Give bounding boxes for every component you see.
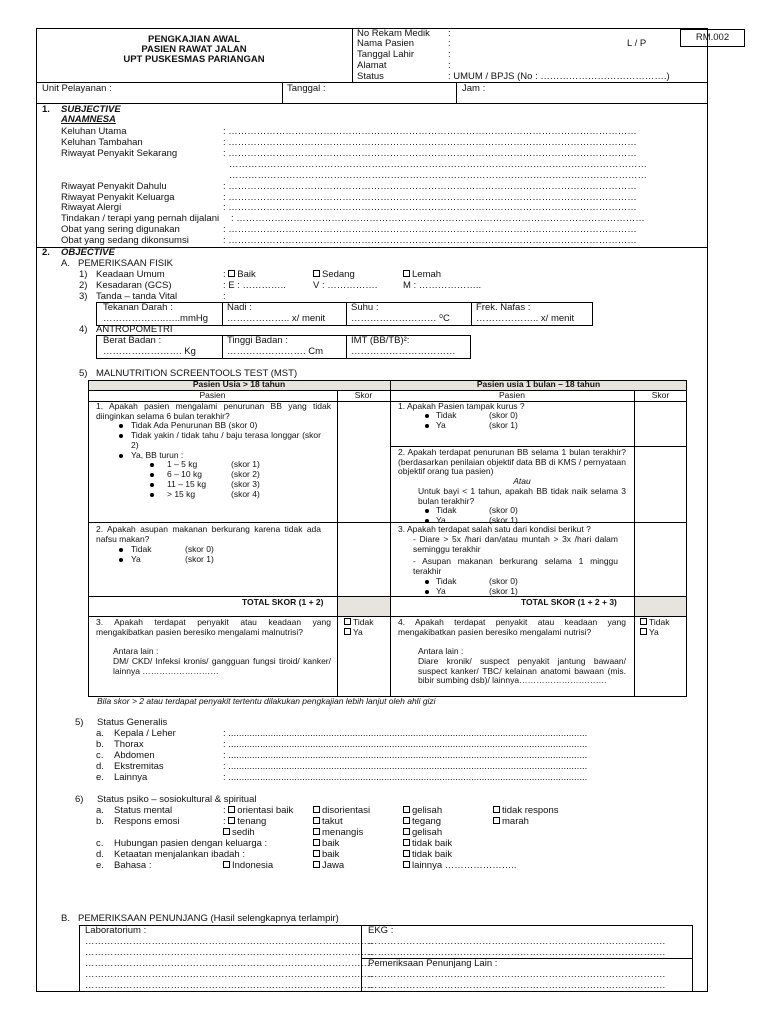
option-label: Tidak (436, 505, 457, 515)
option-orientasi-baik[interactable]: : orientasi baik (223, 805, 294, 816)
label-kesadaran: Kesadaran (GCS) (96, 280, 172, 291)
item-number: 6) (75, 794, 84, 805)
label-tindakan-terapi: Tindakan / terapi yang pernah dijalani (61, 213, 220, 224)
label-penunjang-lain: Pemeriksaan Penunjang Lain : (368, 958, 498, 969)
gcs-m-field[interactable]: M : ……………….. (403, 280, 482, 291)
label-berat-badan: Berat Badan : (103, 335, 162, 346)
subsection-title-penunjang: PEMERIKSAAN PENUNJANG (Hasil selengkapnya terlampir) (78, 913, 339, 924)
label-nadi: Nadi : (227, 302, 252, 313)
label-tinggi-badan: Tinggi Badan : (227, 335, 288, 346)
checkbox[interactable] (493, 806, 500, 813)
checkbox[interactable] (403, 806, 410, 813)
mst-right-q2: 2. Apakah terdapat penurunan BB selama 1 bulan terakhir? (berdasarkan penilaian objektif data BB di KMS / pernyataan objektif orang tua pasien) (398, 447, 626, 477)
option-ya[interactable] (640, 628, 659, 638)
checkbox[interactable] (313, 806, 320, 813)
bullet (425, 424, 429, 428)
mst-right-header: Pasien usia 1 bulan – 18 tahun (476, 379, 601, 389)
option-label: baik (322, 838, 340, 849)
bullet (119, 434, 123, 438)
checkbox[interactable] (313, 850, 320, 857)
option-label: Baik (237, 269, 256, 280)
checkbox[interactable] (403, 839, 410, 846)
mst-left-q3-antara: Antara lain : (113, 646, 159, 656)
divider (634, 390, 635, 697)
option-label: Ya (436, 420, 446, 430)
checkbox[interactable] (313, 817, 320, 824)
label-status-psiko: Status psiko – sosiokultural & spiritual (97, 794, 257, 805)
weight-range: 1 – 5 kg (167, 459, 198, 469)
checkbox[interactable] (228, 817, 235, 824)
option-label: disorientasi (322, 805, 371, 816)
form-code: RM.002 (695, 32, 730, 43)
checkbox[interactable] (344, 628, 351, 635)
label-antropometri: ANTROPOMETRI (96, 324, 173, 335)
section-subtitle-anamnesa: ANAMNESA (61, 114, 116, 125)
label-no-rekam-medik: No Rekam Medik (357, 28, 430, 39)
bullet (119, 558, 123, 562)
checkbox[interactable] (223, 861, 230, 868)
option-label: Ya (353, 627, 363, 637)
header-divider-v (352, 28, 353, 82)
label-tanggal-lahir: Tanggal Lahir (357, 49, 415, 60)
option-label: Tidak (436, 576, 457, 586)
gcs-v-field[interactable]: V : ……………. (313, 280, 378, 291)
tanggal-field[interactable]: Tanggal : (287, 83, 326, 94)
subsection-label: A. (61, 258, 70, 269)
option-label: baik (322, 849, 340, 860)
score-label: (skor 1) (185, 554, 214, 564)
checkbox[interactable] (403, 850, 410, 857)
option-label: menangis (322, 827, 364, 838)
mst-left-q1-option: Tidak yakin / tidak tahu / baju terasa longgar (skor 2) (131, 430, 321, 450)
label-ekg: EKG : (368, 925, 394, 936)
option-tenang[interactable]: : tenang (223, 816, 267, 827)
option-label: orientasi baik (237, 805, 294, 816)
laboratorium-field[interactable]: ………………………………………………………………………………. (85, 947, 373, 958)
subsection-label: B. (61, 913, 70, 924)
option-baik[interactable]: : Baik (223, 269, 256, 280)
option-label: Tidak (436, 410, 457, 420)
score-label: (skor 2) (231, 469, 260, 479)
checkbox[interactable] (313, 828, 320, 835)
label-mst: MALNUTRITION SCREENTOOLS TEST (MST) (96, 368, 298, 379)
item-letter: c. (96, 750, 104, 761)
colon: : (223, 291, 226, 302)
option-label: sedih (232, 827, 255, 838)
col-pasien: Pasien (499, 390, 525, 400)
label-status-generalis: Status Generalis (97, 717, 168, 728)
label-obat-sedang: Obat yang sedang dikonsumsi (61, 235, 189, 246)
option-label: Sedang (322, 269, 355, 280)
facility-name: UPT PUSKESMAS PARIANGAN (123, 54, 265, 65)
section-title-objective: OBJECTIVE (61, 247, 115, 258)
score-label: (skor 1) (489, 515, 518, 525)
item-letter: a. (96, 728, 104, 739)
laboratorium-field[interactable]: ………………………………………………………………………………. (85, 969, 373, 980)
option-label: gelisah (412, 827, 443, 838)
mst-center-divider (390, 380, 391, 697)
weight-range: 6 – 10 kg (167, 469, 202, 479)
option-label: Ya (436, 586, 446, 596)
checkbox[interactable] (228, 270, 235, 277)
score-label: (skor 1) (489, 420, 518, 430)
kepala-leher-field[interactable]: : ........................................................................................................................................ (223, 728, 588, 739)
penunjang-lain-field[interactable]: …………………………………………………………………………………. (368, 980, 666, 991)
divider (337, 390, 338, 697)
label-keluhan-tambahan: Keluhan Tambahan (61, 137, 143, 148)
colon: : (448, 38, 451, 49)
option-label: marah (502, 816, 529, 827)
option-marah[interactable] (493, 817, 529, 828)
label-laboratorium: Laboratorium : (85, 925, 147, 936)
option-label: Ya (649, 627, 659, 637)
item-letter: d. (96, 761, 104, 772)
option-label: gelisah (412, 805, 443, 816)
mst-note: Bila skor > 2 atau terdapat penyakit tertentu dilakukan pengkajian lebih lanjut oleh ahli gizi (97, 696, 436, 706)
checkbox[interactable] (313, 839, 320, 846)
jam-field[interactable]: Jam : (462, 83, 486, 94)
option-label: Lemah (412, 269, 442, 280)
riwayat-dahulu-field[interactable]: : ………………………………………………………………………………………………………………… (223, 181, 637, 192)
ekstremitas-field[interactable]: : ........................................................................................................................................ (223, 761, 588, 772)
score-label: (skor 0) (489, 505, 518, 515)
option-label: lainnya ………………….. (412, 860, 517, 871)
imt-field[interactable]: …………………………… (351, 346, 456, 357)
riwayat-alergi-field[interactable]: : ………………………………………………………………………………………………………………… (223, 202, 637, 213)
label-kepala-leher: Kepala / Leher (114, 728, 176, 739)
divider (222, 302, 223, 326)
bullet (150, 463, 154, 467)
checkbox[interactable] (640, 628, 647, 635)
label-alamat: Alamat (357, 60, 387, 71)
label-riwayat-sekarang: Riwayat Penyakit Sekarang (61, 148, 178, 159)
item-letter: c. (96, 838, 104, 849)
thorax-field[interactable]: : ........................................................................................................................................ (223, 739, 588, 750)
penunjang-lain-field[interactable]: …………………………………………………………………………………. (368, 969, 666, 980)
section-number: 2. (42, 247, 50, 258)
checkbox[interactable] (313, 270, 320, 277)
checkbox[interactable] (313, 861, 320, 868)
section-number: 1. (42, 104, 50, 115)
option-label: Indonesia (232, 860, 274, 871)
mst-left-q1: 1. Apakah pasien mengalami penurunan BB yang tidak diinginkan selama 6 bulan terakhir? (96, 401, 331, 421)
option-label: Tidak (353, 617, 374, 627)
checkbox[interactable] (344, 618, 351, 625)
divider (222, 335, 223, 359)
label-tekanan-darah: Tekanan Darah : (103, 302, 173, 313)
ekg-field[interactable]: …………………………………………………………………………………. (368, 947, 666, 958)
checkbox[interactable] (223, 828, 230, 835)
mst-right-q1: 1. Apakah Pasien tampak kurus ? (398, 401, 525, 411)
checkbox[interactable] (228, 806, 235, 813)
divider (390, 522, 687, 523)
option-label: Ya (131, 554, 141, 564)
divider (346, 302, 347, 326)
bullet (119, 548, 123, 552)
label-respons-emosi: Respons emosi (114, 816, 180, 827)
colon: : (448, 28, 451, 39)
mst-left-q1-option: Tidak Ada Penurunan BB (skor 0) (131, 420, 258, 430)
divider (471, 302, 472, 326)
subsection-title-pemeriksaan-fisik: PEMERIKSAAN FISIK (78, 258, 174, 269)
mst-left-q3: 3. Apakah terdapat penyakit atau keadaan yang mengakibatkan pasien beresiko mengalami malnutrisi? (96, 617, 331, 637)
mst-right-q2-atau: Atau (513, 476, 531, 486)
label-status: Status (357, 71, 384, 82)
frek-nafas-field[interactable]: ……………….. x/ menit (476, 313, 575, 324)
tekanan-darah-field[interactable]: ………………..…..mmHg (103, 313, 209, 324)
item-letter: e. (96, 860, 104, 871)
obat-sering-field[interactable]: : ………………………………………………………………………………………………………………… (223, 224, 637, 235)
weight-range: 11 – 15 kg (167, 479, 207, 489)
divider (88, 522, 390, 523)
label-ekstremitas: Ekstremitas (114, 761, 164, 772)
tinggi-badan-field[interactable]: ……………………. Cm (227, 346, 324, 357)
item-number: 4) (79, 324, 88, 335)
mst-right-q4-antara: Antara lain : (418, 646, 464, 656)
checkbox[interactable] (403, 861, 410, 868)
divider (282, 82, 283, 103)
section-title-subjective: SUBJECTIVE (61, 104, 121, 115)
mst-left-header: Pasien Usia > 18 tahun (192, 379, 286, 389)
checkbox[interactable] (403, 817, 410, 824)
label-abdomen: Abdomen (114, 750, 155, 761)
riwayat-sekarang-field[interactable]: : ………………………………………………………………………………………………………………… (223, 148, 637, 159)
option-label: Ya (436, 515, 446, 525)
score-label: (skor 0) (489, 576, 518, 586)
item-number: 3) (79, 291, 88, 302)
total-score-left-label: TOTAL SKOR (1 + 2) (242, 597, 324, 607)
option-label: Tidak (649, 617, 670, 627)
bullet (425, 414, 429, 418)
item-letter: e. (96, 772, 104, 783)
total-score-right-label: TOTAL SKOR (1 + 2 + 3) (521, 597, 617, 607)
keluhan-tambahan-field[interactable]: : ………………………………………………………………………………………………………………… (223, 137, 637, 148)
mst-right-q4-list: Diare kronik/ suspect penyakit jantung bawaan/ suspect kanker/ TBC/ kelainan anatomi bawaan (mis. bibir sumbing dsb)/ lainnya…………………………. (418, 656, 626, 686)
option-label: Jawa (322, 860, 345, 871)
riwayat-sekarang-field-cont[interactable]: …………………………………………………………………………………………………………………… (229, 170, 647, 181)
bullet (150, 473, 154, 477)
label-riwayat-keluarga: Riwayat Penyakit Keluarga (61, 192, 175, 203)
nadi-field[interactable]: ……………….. x/ menit (227, 313, 326, 324)
gender-field[interactable]: L / P (627, 38, 647, 49)
mst-left-q1-option: Ya, BB turun : (131, 450, 184, 460)
mst-right-q3-cond: - Asupan makanan berkurang selama 1 minggu terakhir (413, 556, 618, 576)
col-skor: Skor (651, 390, 670, 400)
col-skor: Skor (354, 390, 373, 400)
item-letter: d. (96, 849, 104, 860)
bullet (150, 493, 154, 497)
form-code-badge (680, 29, 745, 47)
item-number: 2) (79, 280, 88, 291)
label-hubungan-keluarga: Hubungan pasien dengan keluarga : (114, 838, 268, 849)
divider (36, 103, 708, 104)
mst-left-q3-list: DM/ CKD/ Infeksi kronis/ gangguan fungsi tiroid/ kanker/ lainnya ……………………… (113, 656, 331, 676)
label-thorax: Thorax (114, 739, 144, 750)
item-letter: b. (96, 739, 104, 750)
score-label: (skor 1) (231, 459, 260, 469)
divider (36, 247, 708, 248)
label-status-mental: Status mental (114, 805, 173, 816)
bullet (425, 590, 429, 594)
suhu-field[interactable]: ……………………… ⁰C (351, 313, 450, 324)
divider (346, 335, 347, 359)
option-ya[interactable] (344, 628, 363, 638)
abdomen-field[interactable]: : ........................................................................................................................................ (223, 750, 588, 761)
lainnya-field[interactable]: : ........................................................................................................................................ (223, 772, 588, 783)
option-label: Tidak (131, 544, 152, 554)
option-label: tidak respons (502, 805, 559, 816)
unit-pelayanan-field[interactable]: Unit Pelayanan : (42, 83, 112, 94)
item-number: 5) (79, 368, 88, 379)
laboratorium-field[interactable]: ………………………………………………………………………………. (85, 980, 373, 991)
bullet (425, 580, 429, 584)
label-suhu: Suhu : (351, 302, 379, 313)
option-indonesia[interactable] (223, 861, 273, 872)
label-obat-sering: Obat yang sering digunakan (61, 224, 180, 235)
berat-badan-field[interactable]: ……………………. Kg (103, 346, 196, 357)
tindakan-terapi-field[interactable]: : ………………………………………………………………………………………………………………… (231, 214, 645, 224)
label-keadaan-umum: Keadaan Umum (96, 269, 165, 280)
checkbox[interactable] (640, 618, 647, 625)
colon: : (448, 49, 451, 60)
option-lainnya[interactable] (403, 861, 517, 872)
form-subtitle: PASIEN RAWAT JALAN (141, 44, 247, 55)
form-title: PENGKAJIAN AWAL (147, 34, 241, 45)
mst-right-q3-cond: - Diare > 5x /hari dan/atau muntah > 3x /hari dalam seminggu terakhir (413, 534, 618, 554)
checkbox[interactable] (493, 817, 500, 824)
option-jawa[interactable] (313, 861, 344, 872)
label-keluhan-utama: Keluhan Utama (61, 126, 127, 137)
option-label: tidak baik (412, 838, 453, 849)
score-label: (skor 0) (489, 410, 518, 420)
bullet (425, 519, 429, 523)
laboratorium-field[interactable]: ………………………………………………………………………………. (85, 936, 373, 947)
ekg-field[interactable]: …………………………………………………………………………………. (368, 936, 666, 947)
score-label: (skor 1) (489, 586, 518, 596)
checkbox[interactable] (403, 270, 410, 277)
label-imt: IMT (BB/TB)²: (351, 335, 410, 346)
riwayat-keluarga-field[interactable]: : ………………………………………………………………………………………………………………… (223, 192, 637, 203)
weight-range: > 15 kg (167, 489, 196, 499)
label-ketaatan-ibadah: Ketaatan menjalankan ibadah : (114, 849, 245, 860)
option-label: tenang (237, 816, 267, 827)
label-bahasa: Bahasa : (114, 860, 152, 871)
label-lainnya: Lainnya (114, 772, 148, 783)
label-nama-pasien: Nama Pasien (357, 38, 415, 49)
option-label: tidak baik (412, 849, 453, 860)
gcs-e-field[interactable]: : E : ………….. (223, 280, 286, 291)
option-label: tegang (412, 816, 442, 827)
mst-left-q2: 2. Apakah asupan makanan berkurang karena tidak ada nafsu makan? (96, 524, 321, 544)
bullet (150, 483, 154, 487)
mst-right-q4: 4. Apakah terdapat penyakit atau keadaan yang mengakibatkan pasien beresiko mengalami nutrisi? (398, 617, 626, 637)
label-riwayat-dahulu: Riwayat Penyakit Dahulu (61, 181, 167, 192)
mst-right-q3: 3. Apakah terdapat salah satu dari kondisi berikut ? (398, 524, 591, 534)
status-field[interactable]: : UMUM / BPJS (No : ………………………………….) (448, 71, 670, 82)
total-score-cell-left[interactable] (338, 597, 390, 616)
laboratorium-field[interactable]: ………………………………………………………………………………. (85, 958, 373, 969)
mst-right-q2-alt: Untuk bayi < 1 tahun, apakah BB tidak naik selama 3 bulan terakhir? (418, 486, 626, 506)
item-number: 5) (75, 717, 84, 728)
divider (456, 82, 457, 103)
bullet (119, 424, 123, 428)
colon: : (448, 60, 451, 71)
label-frek-nafas: Frek. Nafas : (476, 302, 531, 313)
keluhan-utama-field[interactable]: : ………………………………………………………………………………………………………………… (223, 126, 637, 137)
label-riwayat-alergi: Riwayat Alergi (61, 202, 122, 213)
obat-sedang-field[interactable]: : ………………………………………………………………………………………………………………… (223, 235, 637, 246)
item-number: 1) (79, 269, 88, 280)
label-tanda-vital: Tanda – tanda Vital (96, 291, 178, 302)
item-letter: b. (96, 816, 104, 827)
score-label: (skor 4) (231, 489, 260, 499)
bullet (119, 454, 123, 458)
score-label: (skor 3) (231, 479, 260, 489)
bullet (425, 509, 429, 513)
col-pasien: Pasien (199, 390, 226, 400)
item-letter: a. (96, 805, 104, 816)
riwayat-sekarang-field-cont[interactable]: …………………………………………………………………………………………………………………… (229, 159, 647, 170)
score-label: (skor 0) (185, 544, 214, 554)
option-label: takut (322, 816, 343, 827)
total-score-cell-right[interactable] (635, 597, 686, 616)
checkbox[interactable] (403, 828, 410, 835)
